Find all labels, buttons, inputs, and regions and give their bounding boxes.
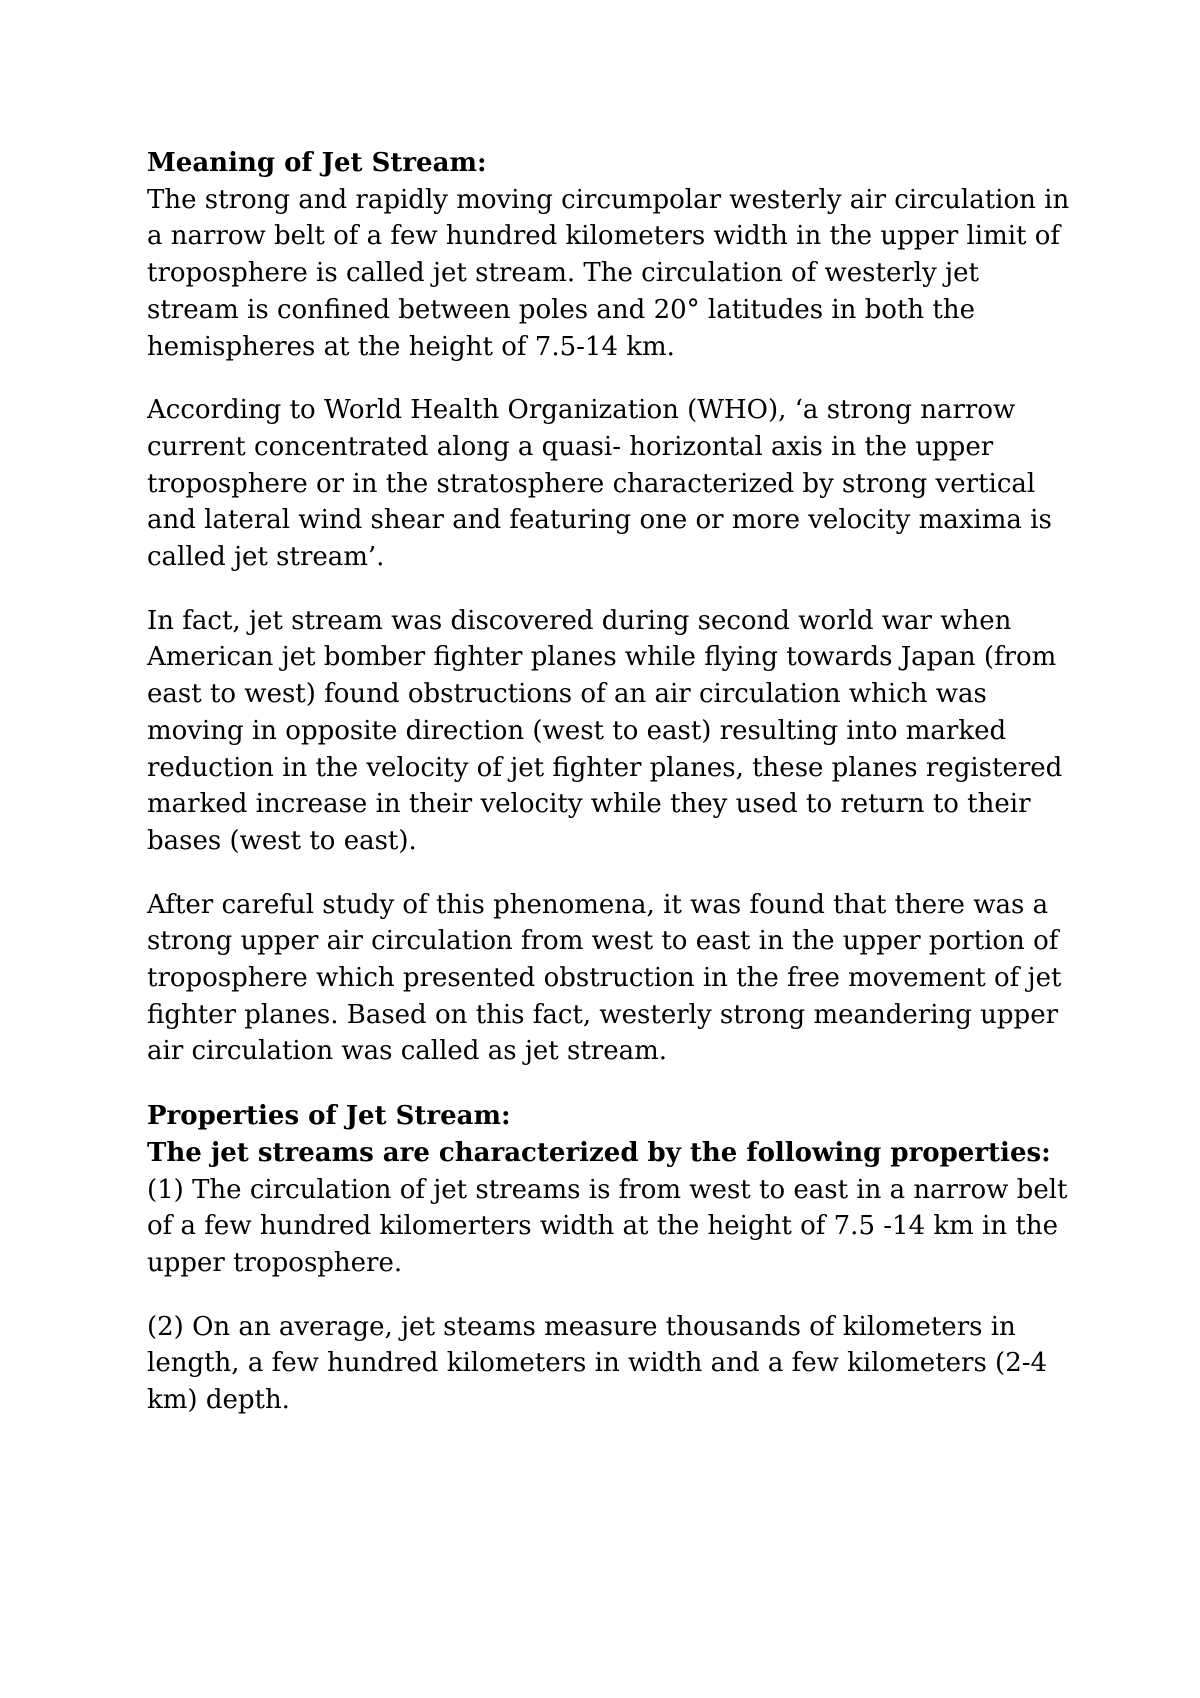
meaning-paragraph-definition: The strong and rapidly moving circumpolar westerly air circulation in a narrow belt of a few hundred kilometers width in the upper limit of troposphere is called jet stream. The circulation of westerly jet stream is confined between poles and 20° latitudes in both the hemispheres at the height of 7.5-14 km. — [147, 184, 1070, 362]
meaning-paragraph-who: According to World Health Organization (WHO), ‘a strong narrow current concentrated along a quasi- horizontal axis in the upper troposphere or in the stratosphere characterized by strong vertical and lateral wind shear and featuring one or more velocity maxima is called jet stream’. — [147, 395, 1052, 573]
properties-subheading: The jet streams are characterized by the following properties: — [147, 1137, 1051, 1168]
document-page — [147, 145, 1077, 1419]
property-item-2: (2) On an average, jet steams measure thousands of kilometers in length, a few hundred kilometers in width and a few kilometers (2-4 km) depth. — [147, 1311, 1048, 1416]
properties-heading: Properties of Jet Stream: — [147, 1101, 511, 1132]
property-item-1: (1) The circulation of jet streams is from west to east in a narrow belt of a few hundred kilomerters width at the height of 7.5 -14 km in the upper troposphere. — [147, 1174, 1068, 1278]
meaning-paragraph-discovery: In fact, jet stream was discovered during second world war when American jet bomber fighter planes while flying towards Japan (from east to west) found obstructions of an air circulation which was moving in opposite direction (west to east) resulting into marked reduction in the velocity of jet fighter planes, these planes registered marked increase in their velocity while they used to return to their bases (west to east). — [147, 605, 1063, 856]
meaning-paragraph-study: After careful study of this phenomena, it was found that there was a strong upper air circulation from west to east in the upper portion of troposphere which presented obstruction in the free movement of jet fighter planes. Based on this fact, westerly strong meandering upper air circulation was called as jet stream. — [147, 889, 1062, 1067]
meaning-heading: Meaning of Jet Stream: — [147, 148, 487, 178]
